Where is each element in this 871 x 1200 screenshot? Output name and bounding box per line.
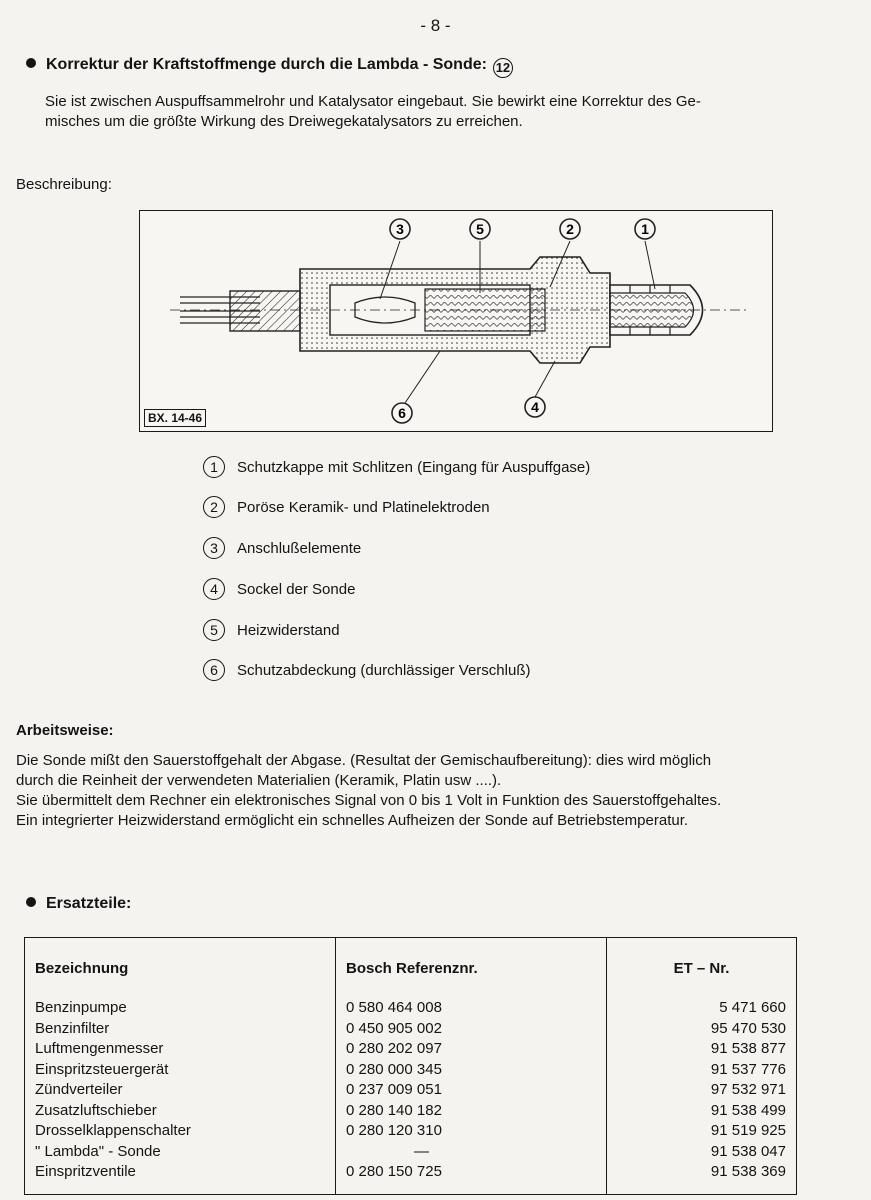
table-cell: Einspritzventile [35,1163,136,1180]
table-cell: Drosselklappenschalter [35,1122,191,1139]
column-header-bosch: Bosch Referenznr. [336,938,607,999]
intro-paragraph [45,92,701,132]
legend-text: Poröse Keramik- und Platinelektroden [237,498,490,516]
lambda-sensor-figure [139,210,773,432]
page-number: - 8 - [420,16,451,35]
table-cell: 0 280 120 310 [346,1122,442,1139]
legend-number: 5 [203,619,225,641]
table-cell: 0 580 464 008 [346,999,442,1016]
ersatzteile-heading [26,895,131,913]
legend-item [203,659,530,681]
legend-item [203,496,490,518]
table-cell: 0 280 140 182 [346,1101,442,1119]
legend-item [203,456,590,478]
table-cell: Benzinpumpe [35,999,127,1016]
table-cell: 5 471 660 [719,999,786,1016]
legend-item [203,537,361,559]
svg-text:2: 2 [566,221,574,237]
table-cell: 91 538 877 [710,1040,786,1057]
table-cell: 91 519 925 [710,1122,786,1139]
callout-1 [635,219,655,239]
column-header-et: ET – Nr. [607,938,797,999]
legend-text: Heizwiderstand [237,621,340,639]
legend-item [203,619,340,641]
arbeitsweise-paragraph [16,751,721,831]
legend-text: Anschlußelemente [237,539,362,557]
beschreibung-title: Beschreibung: [16,176,112,193]
table-cell: 91 538 369 [710,1163,786,1180]
table-cell: 91 538 047 [710,1142,786,1160]
table-cell: 0 280 000 345 [346,1060,442,1078]
svg-text:6: 6 [398,405,406,421]
et-column [607,998,797,1195]
table-cell: 91 537 776 [710,1060,786,1078]
intro-line: misches um die größte Wirkung des Dreiwegekatalysators zu erreichen. [45,113,523,130]
lambda-sensor-drawing [140,211,773,432]
table-cell: 91 538 499 [710,1101,786,1119]
table-cell: 0 450 905 002 [346,1019,442,1037]
intro-line: Sie ist zwischen Auspuffsammelrohr und Katalysator eingebaut. Sie bewirkt eine Korrektur des Ge- [45,93,701,110]
column-header-bezeichnung: Bezeichnung [25,938,336,999]
figure-legend [203,456,623,684]
table-cell: Luftmengenmesser [35,1040,164,1057]
parts-table [24,937,797,1195]
arbeitsweise-title: Arbeitsweise: [16,722,114,739]
arbeitsweise-line: Ein integrierter Heizwiderstand ermöglicht ein schnelles Aufheizen der Sonde auf Betriebstemperatur. [16,812,689,829]
arbeitsweise-line: Sie übermittelt dem Rechner ein elektronisches Signal von 0 bis 1 Volt in Funktion des Sauerstoffgehaltes. [16,792,722,809]
table-cell: 97 532 971 [710,1081,786,1098]
lambda-heading [26,56,513,78]
reference-number-badge: 12 [493,58,513,78]
table-cell: 0 280 202 097 [346,1040,442,1057]
table-cell: Zündverteiler [35,1081,123,1098]
svg-text:5: 5 [476,221,484,237]
callout-6 [392,403,412,423]
table-cell: 95 470 530 [710,1019,786,1037]
legend-number: 4 [203,578,225,600]
table-cell: Einspritzsteuergerät [35,1060,169,1078]
table-cell: 0 280 150 725 [346,1163,442,1180]
table-cell: " Lambda" - Sonde [35,1142,161,1160]
arbeitsweise-line: Die Sonde mißt den Sauerstoffgehalt der Abgase. (Resultat der Gemischaufbereitung): dies wird möglich [16,752,712,769]
legend-item [203,578,355,600]
legend-number: 1 [203,456,225,478]
bullet-icon [26,897,36,907]
legend-text: Sockel der Sonde [237,580,356,598]
svg-text:3: 3 [396,221,404,237]
bullet-icon [26,58,36,68]
bosch-column [336,998,607,1195]
legend-number: 3 [203,537,225,559]
legend-number: 2 [203,496,225,518]
table-cell: Benzinfilter [35,1019,110,1037]
legend-text: Schutzabdeckung (durchlässiger Verschluß) [237,661,531,679]
lambda-heading-text: Korrektur der Kraftstoffmenge durch die Lambda - Sonde: [46,56,487,73]
table-cell: 0 237 009 051 [346,1081,442,1098]
table-cell: Zusatzluftschieber [35,1101,157,1119]
callout-4 [525,397,545,417]
svg-text:4: 4 [531,399,539,415]
figure-label: BX. 14-46 [144,409,206,427]
svg-text:1: 1 [641,221,649,237]
legend-text: Schutzkappe mit Schlitzen (Eingang für Auspuffgase) [237,458,591,476]
table-cell: — [414,1142,429,1160]
callout-2 [560,219,580,239]
legend-number: 6 [203,659,225,681]
ersatzteile-title: Ersatzteile: [46,895,132,912]
bezeichnung-column [25,998,336,1195]
callout-3 [390,219,410,239]
callout-5 [470,219,490,239]
arbeitsweise-line: durch die Reinheit der verwendeten Materialien (Keramik, Platin usw ....). [16,772,502,789]
